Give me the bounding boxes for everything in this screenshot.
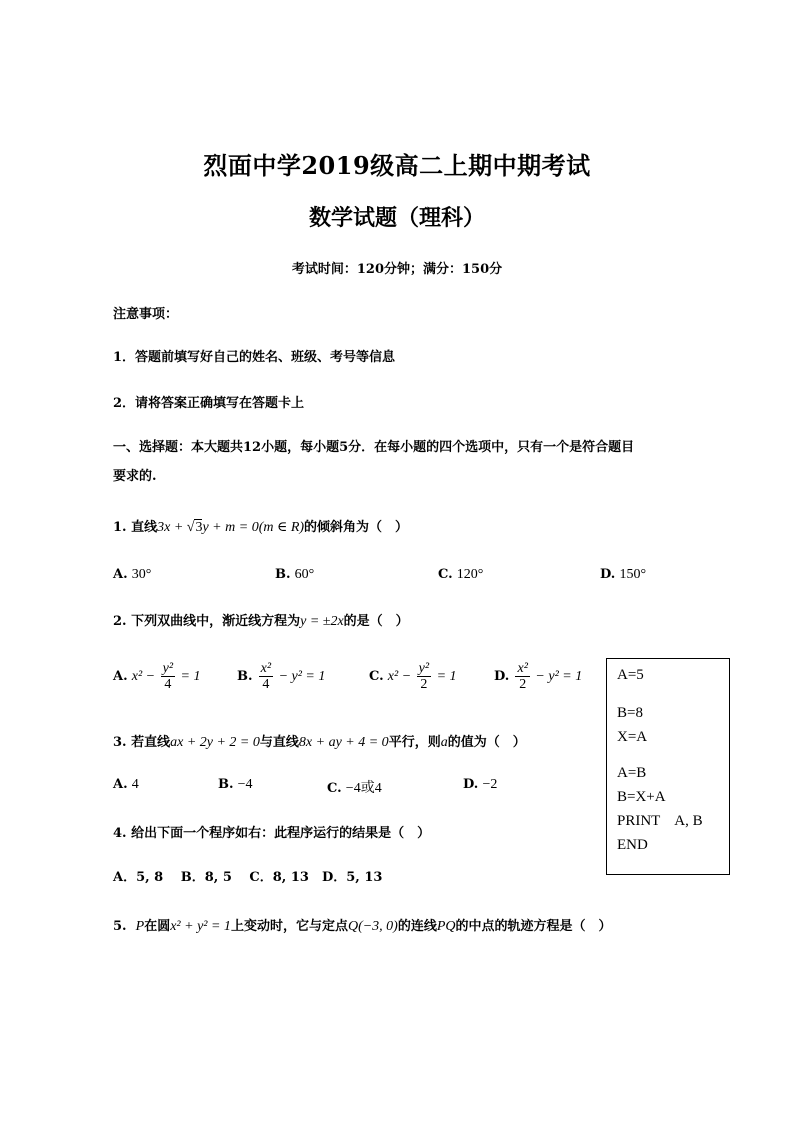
program-line: B=8 [617,705,643,721]
exam-title: 烈面中学2019级高二上期中期考试 [203,151,591,180]
q1-sqrt-icon: √ [186,520,195,535]
fraction: $\frac{\text{x²}}{4}$ [260,661,272,692]
q3-option-c: C. −4或4 [327,781,382,796]
program-line: B=X+A [617,789,666,805]
q2-option-d: D. $\frac{\text{x²}}{2}$ − y² = 1 [494,661,583,692]
q2-option-c: C. x² − $\frac{\text{y²}}{2}$ = 1 [369,661,457,692]
q1-sqrt-value: 3 [195,520,203,535]
notice-item-1: 1．答题前填写好自己的姓名、班级、考号等信息 [113,350,396,365]
section-heading-line1: 一、选择题：本大题共12小题，每小题5分．在每小题的四个选项中，只有一个是符合题目 [113,440,635,455]
fraction: $\frac{\text{y²}}{4}$ [162,661,174,692]
q2-expr: y = ±2x [300,614,344,629]
notice-item-2: 2．请将答案正确填写在答题卡上 [113,396,305,411]
program-box [606,658,730,875]
program-line: END [617,837,648,853]
q1-suffix: 的倾斜角为（ ） [304,520,409,535]
program-line: PRINT A, B [617,813,703,829]
q4-options: A．5, 8 B．8, 5 C．8, 13 D．5, 13 [113,870,383,885]
question-5: 5. P在圆x² + y² = 1上变动时，它与定点Q(−3, 0)的连线PQ的中点的轨迹方程是（ ） [113,919,612,934]
exam-subtitle: 数学试题（理科） [308,205,485,231]
notice-heading: 注意事项： [113,307,179,322]
q3-option-b: B. −4 [218,777,253,792]
program-line: X=A [617,729,648,745]
q3-option-a: A. 4 [113,777,139,792]
question-4: 4. 给出下面一个程序如右：此程序运行的结果是（ ） [113,826,431,841]
q1-option-b: B. 60° [275,567,315,582]
question-3: 3. 若直线ax + 2y + 2 = 0与直线8x + ay + 4 = 0平行，则a的值为（ ） [113,735,526,750]
q1-prefix: 1. 直线 [113,520,158,535]
q3-option-d: D. −2 [463,777,498,792]
section-heading-line2: 要求的. [113,469,157,484]
exam-info: 考试时间：120分钟；满分：150分 [291,262,503,277]
q2-option-b: B. $\frac{\text{x²}}{4}$ − y² = 1 [237,661,326,692]
question-2: 2. 下列双曲线中，渐近线方程为y = ±2x的是（ ） [113,614,409,629]
q1-expr-b: y + m = 0(m ∈ R) [202,520,305,535]
q1-option-d: D. 150° [600,567,647,582]
q1-expr-a: 3x + [157,520,187,535]
question-1 [113,516,408,536]
fraction: $\frac{\text{x²}}{2}$ [517,661,528,692]
q1-option-a: A. 30° [113,567,152,582]
program-line: A=B [617,765,647,781]
fraction: $\frac{\text{y²}}{2}$ [418,661,430,692]
program-line: A=5 [617,667,644,683]
q2-option-a: A. x² − $\frac{\text{y²}}{4}$ = 1 [113,661,201,692]
q1-option-c: C. 120° [438,567,484,582]
